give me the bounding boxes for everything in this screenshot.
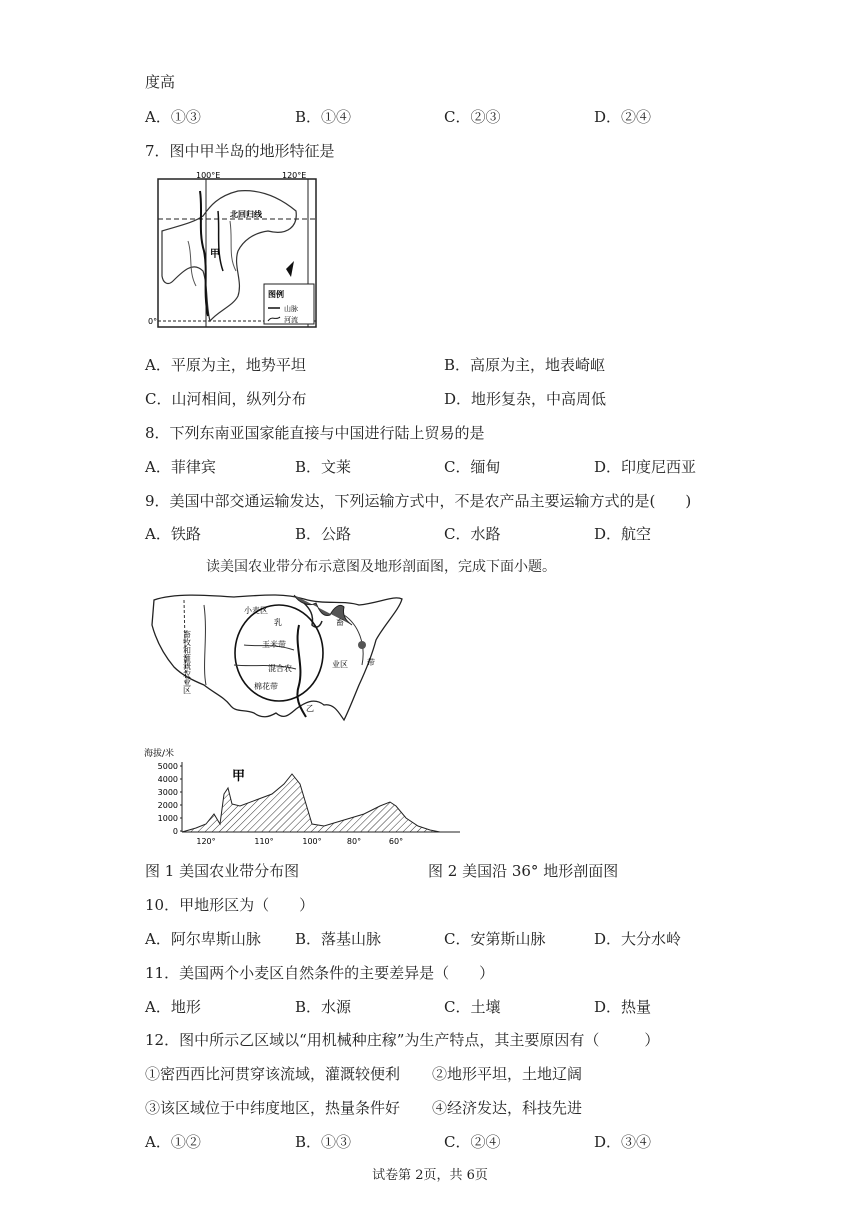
q9-option-c: C．水路 (444, 525, 501, 543)
fig1-label-yi: 乙 (306, 704, 314, 713)
fig2-xtick: 100° (302, 837, 322, 846)
q9-option-b: B．公路 (295, 525, 352, 543)
q10-option-a: A．阿尔卑斯山脉 (145, 930, 261, 948)
fig1-label-wheat: 小麦区 (244, 606, 268, 615)
fig2-ytick: 1000 (157, 814, 178, 823)
fig1-label-dai: 带 (367, 658, 375, 667)
reading-intro: 读美国农业带分布示意图及地形剖面图，完成下面小题。 (206, 559, 556, 575)
q10-option-d: D．大分水岭 (594, 930, 682, 948)
q8-option-b: B．文莱 (295, 458, 352, 476)
map-legend-river: 河流 (284, 316, 298, 324)
fig2-ytick: 2000 (157, 801, 178, 810)
q12-statement-1: ①密西西比河贯穿该流域，灌溉较便利 (145, 1065, 401, 1083)
q8-option-d: D．印度尼西亚 (594, 458, 697, 476)
q12-option-c: C．②④ (444, 1133, 501, 1151)
fig2-xtick: 60° (388, 837, 404, 846)
map-tropic-label: 北回归线 (230, 210, 262, 219)
q8-option-a: A．菲律宾 (145, 458, 216, 476)
fig2-xtick: 120° (196, 837, 216, 846)
fig2-ytick: 0 (172, 827, 178, 836)
q11-option-a: A．地形 (145, 998, 201, 1016)
q12-statement-3: ③该区域位于中纬度地区，热量条件好 (145, 1099, 401, 1117)
q6-option-c: C．②③ (444, 108, 501, 126)
fig1-label-pasture: 畜牧和灌溉农业区 (182, 630, 192, 694)
q6-option-b: B．①④ (295, 108, 352, 126)
fig2-ytick: 4000 (157, 775, 178, 784)
fig2-xtick: 80° (346, 837, 362, 846)
q11-option-d: D．热量 (594, 998, 652, 1016)
map-legend-mountain: 山脉 (284, 305, 298, 313)
fig2-caption: 图 2 美国沿 36° 地形剖面图 (428, 862, 619, 880)
southeast-asia-map (148, 171, 320, 333)
q12-option-d: D．③④ (594, 1133, 652, 1151)
fig2-ytick: 3000 (157, 788, 178, 797)
q6-option-d: D．②④ (594, 108, 652, 126)
fig1-caption: 图 1 美国农业带分布图 (145, 862, 300, 880)
q6-option-a: A．①③ (145, 108, 201, 126)
fig2-mark-jia: 甲 (232, 769, 246, 784)
q12-statement-4: ④经济发达，科技先进 (432, 1099, 583, 1117)
map-legend-title: 图例 (268, 290, 284, 299)
fig1-label-cotton: 棉花带 (254, 682, 278, 691)
q7-stem: 7．图中甲半岛的地形特征是 (145, 142, 335, 160)
q10-stem: 10．甲地形区为（ ） (145, 896, 315, 914)
q11-option-b: B．水源 (295, 998, 352, 1016)
page-footer: 试卷第 2页，共 6页 (372, 1168, 488, 1183)
map-peninsula-jia: 甲 (210, 249, 220, 260)
fig1-label-yequ: 业区 (332, 660, 348, 669)
fig2-ylabel: 海拔/米 (144, 749, 175, 759)
fig2-xtick: 110° (254, 837, 274, 846)
q10-option-c: C．安第斯山脉 (444, 930, 546, 948)
fig1-label-ru: 乳 (274, 618, 282, 627)
q12-statement-2: ②地形平坦，土地辽阔 (432, 1065, 583, 1083)
fig1-label-chu: 畜 (336, 618, 344, 627)
q11-option-c: C．土壤 (444, 998, 501, 1016)
us-agriculture-map (144, 585, 406, 735)
q12-option-b: B．①③ (295, 1133, 352, 1151)
q7-option-c: C．山河相间，纵列分布 (145, 390, 307, 408)
map-lon-120: 120°E (282, 171, 307, 180)
q8-stem: 8．下列东南亚国家能直接与中国进行陆上贸易的是 (145, 424, 485, 442)
map-lat-0: 0° (148, 317, 158, 326)
q7-option-d: D．地形复杂，中高周低 (444, 390, 607, 408)
q9-option-a: A．铁路 (145, 525, 201, 543)
q12-stem: 12．图中所示乙区域以“用机械种庄稼”为生产特点，其主要原因有（ ） (145, 1031, 660, 1049)
fig1-label-mixed: 混合农 (268, 664, 292, 673)
q7-option-b: B．高原为主，地表崎岖 (444, 356, 606, 374)
fig2-ytick: 5000 (157, 762, 178, 771)
q9-stem: 9．美国中部交通运输发达，下列运输方式中，不是农产品主要运输方式的是( ) (145, 492, 692, 510)
q10-option-b: B．落基山脉 (295, 930, 382, 948)
q7-option-a: A．平原为主，地势平坦 (145, 356, 306, 374)
q6-stem-tail: 度高 (145, 73, 176, 91)
q8-option-c: C．缅甸 (444, 458, 501, 476)
map-lon-100: 100°E (196, 171, 221, 180)
q12-option-a: A．①② (145, 1133, 201, 1151)
us-terrain-profile (144, 744, 464, 848)
q9-option-d: D．航空 (594, 525, 652, 543)
q11-stem: 11．美国两个小麦区自然条件的主要差异是（ ） (145, 964, 495, 982)
fig1-label-corn: 玉米带 (262, 640, 286, 649)
